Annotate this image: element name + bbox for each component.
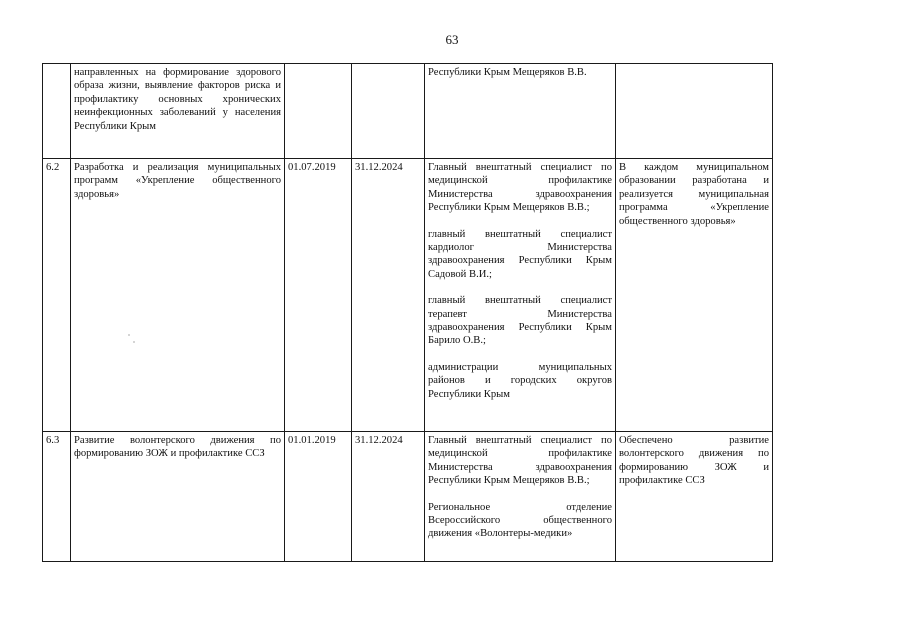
cell-responsible: [425, 64, 616, 159]
page-number: 63: [445, 32, 459, 47]
responsible-entry: главный внештатный специалист кардиолог Министерства здравоохранения Республики Крым Садовой В.И.;: [428, 228, 612, 280]
cell-start-date: 01.07.2019: [285, 159, 352, 432]
table-row: [43, 64, 773, 159]
table-row: [43, 432, 773, 562]
scan-speck: [128, 334, 130, 336]
cell-responsible: [425, 159, 616, 432]
cell-result: [616, 64, 773, 159]
responsible-entry: Республики Крым Мещеряков В.В.: [428, 67, 587, 78]
cell-start-date: 01.01.2019: [285, 432, 352, 562]
measures-table: [42, 63, 773, 562]
cell-measure-name: Развитие волонтерского движения по формированию ЗОЖ и профилактике ССЗ: [71, 432, 285, 562]
cell-responsible: [425, 432, 616, 562]
responsible-entry: Главный внештатный специалист по медицинской профилактике Министерства здравоохранения Республики Крым Мещеряков В.В.;: [428, 435, 612, 487]
responsible-entry: Главный внештатный специалист по медицинской профилактике Министерства здравоохранения Республики Крым Мещеряков В.В.;: [428, 162, 612, 214]
cell-end-date: 31.12.2024: [352, 432, 425, 562]
cell-number: 6.2: [43, 159, 71, 432]
cell-measure-name: Разработка и реализация муниципальных программ «Укрепление общественного здоровья»: [71, 159, 285, 432]
cell-measure-name: направленных на формирование здорового образа жизни, выявление факторов риска и профилактику основных хронических неинфекционных заболеваний у населения Республики Крым: [71, 64, 285, 159]
cell-number: 6.3: [43, 432, 71, 562]
responsible-entry: Региональное отделение Всероссийского общественного движения «Волонтеры-медики»: [428, 501, 612, 540]
cell-end-date: 31.12.2024: [352, 159, 425, 432]
responsible-entry: главный внештатный специалист терапевт Министерства здравоохранения Республики Крым Барило О.В.;: [428, 295, 612, 347]
table-row: [43, 159, 773, 432]
scan-speck: [133, 341, 135, 343]
responsible-entry: администрации муниципальных районов и городских округов Республики Крым: [428, 361, 612, 400]
cell-start-date: [285, 64, 352, 159]
cell-result: В каждом муниципальном образовании разработана и реализуется муниципальная программа «Укрепление общественного здоровья»: [616, 159, 773, 432]
cell-result: Обеспечено развитие волонтерского движения по формированию ЗОЖ и профилактике ССЗ: [616, 432, 773, 562]
cell-number: [43, 64, 71, 159]
cell-end-date: [352, 64, 425, 159]
